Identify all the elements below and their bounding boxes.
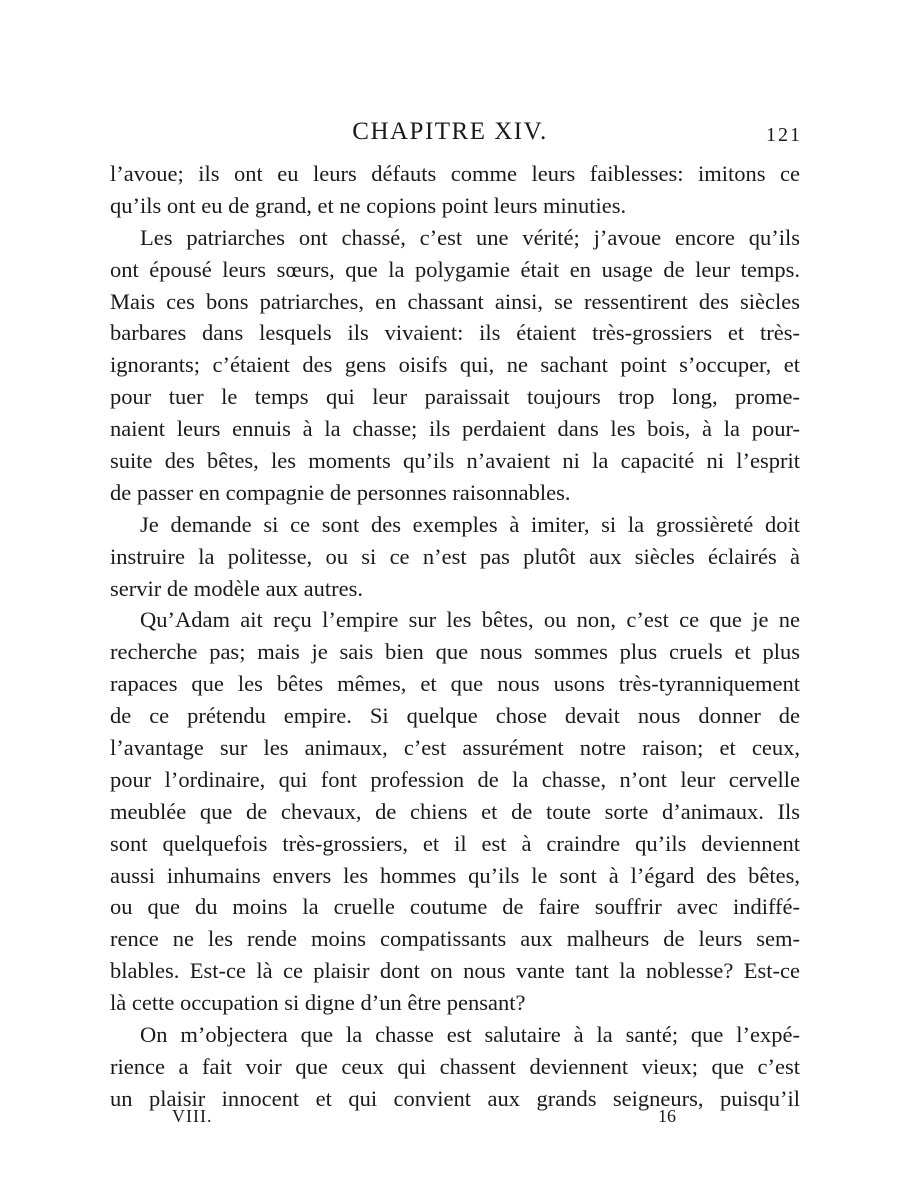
page-number: 121 xyxy=(766,124,802,146)
text-line: Je demande si ce sont des exemples à imiter, si la grossièreté doit xyxy=(140,511,800,537)
text-line: rence ne les rende moins compatissants aux malheurs de leurs sem- xyxy=(110,926,800,952)
text-line: recherche pas; mais je sais bien que nous sommes plus cruels et plus xyxy=(110,639,800,665)
text-line: instruire la politesse, ou si ce n’est pas plutôt aux siècles éclairés à xyxy=(110,543,800,569)
text-line: suite des bêtes, les moments qu’ils n’avaient ni la capacité ni l’esprit xyxy=(110,448,800,474)
running-head xyxy=(0,118,900,148)
text-line: Les patriarches ont chassé, c’est une vérité; j’avoue encore qu’ils xyxy=(140,224,800,250)
text-line: meublée que de chevaux, de chiens et de toute sorte d’animaux. Ils xyxy=(110,798,800,824)
page-footer xyxy=(0,1106,900,1136)
text-line: rience a fait voir que ceux qui chassent deviennent vieux; que c’est xyxy=(110,1053,800,1079)
text-line: de passer en compagnie de personnes raisonnables. xyxy=(110,479,571,505)
paragraph xyxy=(110,604,800,1019)
body-text xyxy=(110,158,800,1115)
folio-mark: 16 xyxy=(658,1106,676,1126)
text-line: servir de modèle aux autres. xyxy=(110,575,364,601)
text-line: pour tuer le temps qui leur paraissait toujours trop long, prome- xyxy=(110,384,800,410)
text-line: rapaces que les bêtes mêmes, et que nous usons très-tyranniquement xyxy=(110,671,800,697)
text-line: pour l’ordinaire, qui font profession de la chasse, n’ont leur cervelle xyxy=(110,766,800,792)
text-line: un plaisir innocent et qui convient aux grands seigneurs, puisqu’il xyxy=(110,1085,800,1111)
text-line: l’avantage sur les animaux, c’est assurément notre raison; et ceux, xyxy=(110,735,800,761)
text-line: Mais ces bons patriarches, en chassant ainsi, se ressentirent des siècles xyxy=(110,288,800,314)
text-line: qu’ils ont eu de grand, et ne copions point leurs minuties. xyxy=(110,192,627,218)
chapter-title: CHAPITRE XIV. xyxy=(352,118,548,145)
text-line: là cette occupation si digne d’un être pensant? xyxy=(110,990,526,1016)
text-line: de ce prétendu empire. Si quelque chose devait nous donner de xyxy=(110,703,800,729)
text-line: blables. Est-ce là ce plaisir dont on nous vante tant la noblesse? Est-ce xyxy=(110,958,800,984)
text-line: sont quelquefois très-grossiers, et il est à craindre qu’ils deviennent xyxy=(110,830,800,856)
text-line: On m’objectera que la chasse est salutaire à la santé; que l’expé- xyxy=(140,1022,800,1048)
paragraph xyxy=(110,1019,800,1115)
text-line: ignorants; c’étaient des gens oisifs qui, ne sachant point s’occuper, et xyxy=(110,352,800,378)
paragraph xyxy=(110,509,800,605)
text-line: ou que du moins la cruelle coutume de faire souffrir avec indiffé- xyxy=(110,894,800,920)
text-line: Qu’Adam ait reçu l’empire sur les bêtes, ou non, c’est ce que je ne xyxy=(140,607,800,633)
text-line: aussi inhumains envers les hommes qu’ils le sont à l’égard des bêtes, xyxy=(110,862,800,888)
signature-mark: VIII. xyxy=(172,1106,213,1126)
text-line: ont épousé leurs sœurs, que la polygamie était en usage de leur temps. xyxy=(110,256,800,282)
text-line: barbares dans lesquels ils vivaient: ils étaient très-grossiers et très- xyxy=(110,320,800,346)
text-line: naient leurs ennuis à la chasse; ils perdaient dans les bois, à la pour- xyxy=(110,416,800,442)
text-line: l’avoue; ils ont eu leurs défauts comme leurs faiblesses: imitons ce xyxy=(110,161,800,186)
paragraph xyxy=(110,222,800,509)
paragraph xyxy=(110,158,800,222)
